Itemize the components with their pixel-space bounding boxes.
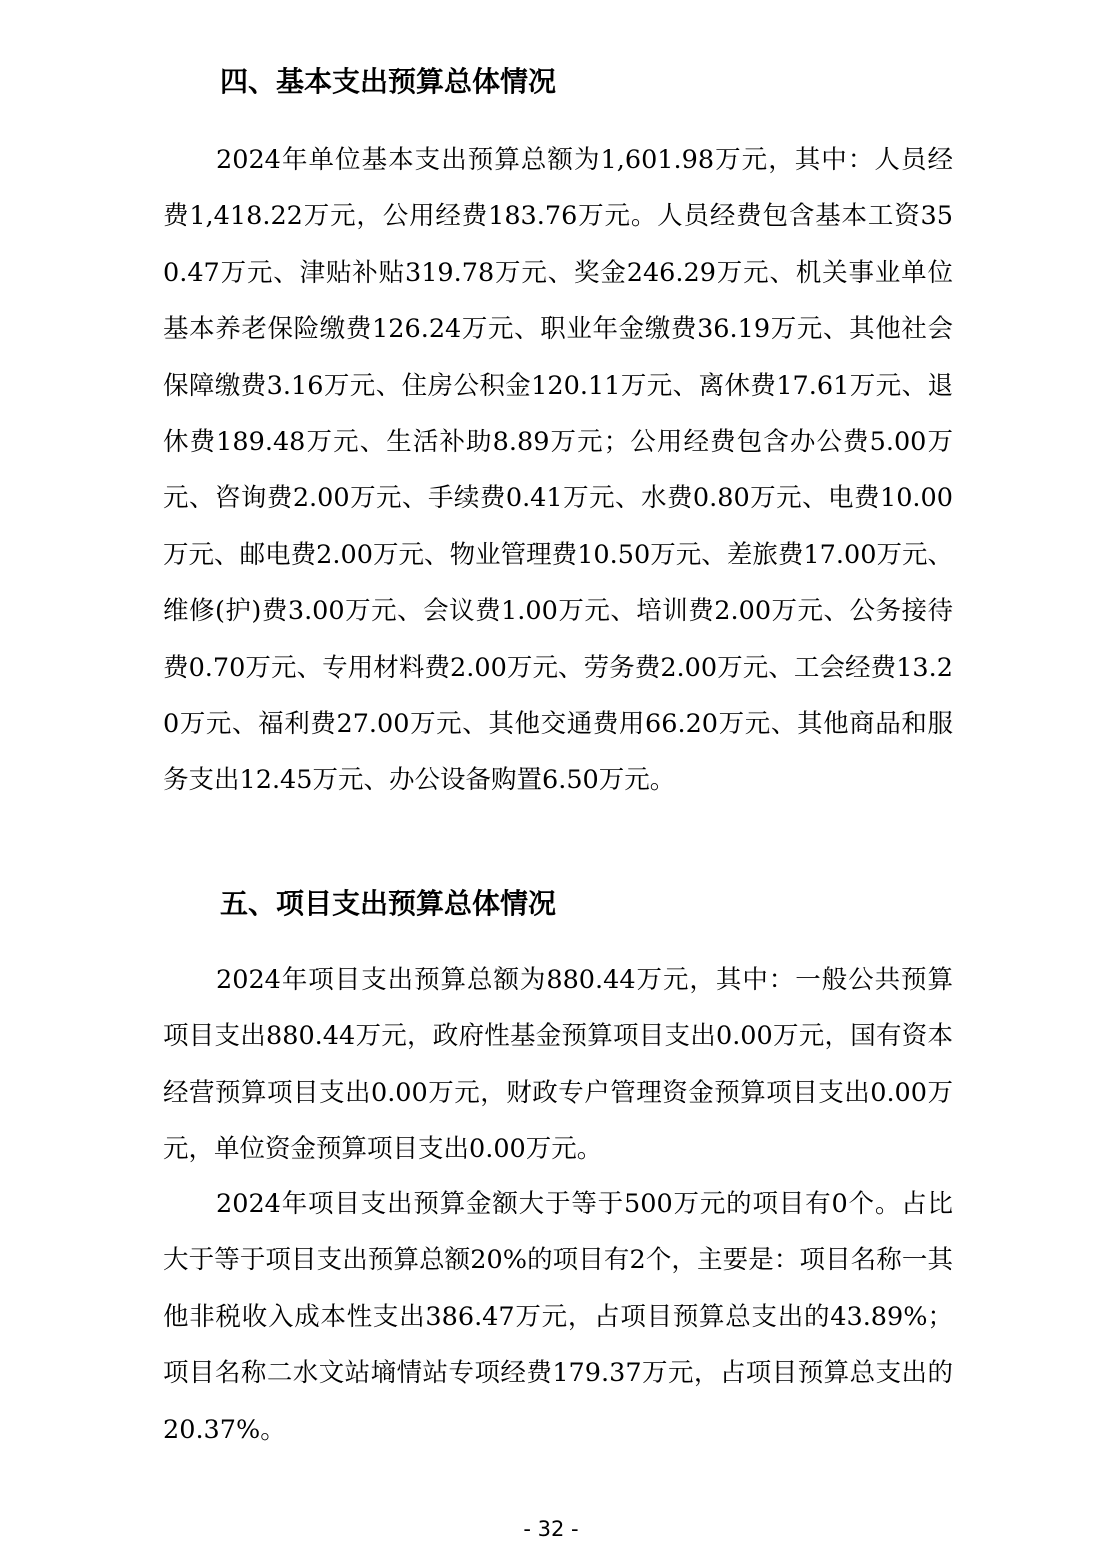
section-heading-basic-expenditure: 四、基本支出预算总体情况	[220, 65, 557, 98]
paragraph-project-major-items: 2024年项目支出预算金额大于等于500万元的项目有0个。占比大于等于项目支出预算总额20%的项目有2个，主要是：项目名称一其他非税收入成本性支出386.47万元，占项目预算总支出的43.89%；项目名称二水文站墒情站专项经费179.37万元，占项目预算总支出的20.37%。	[163, 1189, 953, 1445]
section-heading-project-expenditure: 五、项目支出预算总体情况	[220, 887, 557, 920]
paragraph-project-total: 2024年项目支出预算总额为880.44万元，其中：一般公共预算项目支出880.44万元，政府性基金预算项目支出0.00万元，国有资本经营预算项目支出0.00万元，财政专户管理资金预算项目支出0.00万元，单位资金预算项目支出0.00万元。	[163, 965, 953, 1165]
paragraph-basic-expenditure: 2024年单位基本支出预算总额为1,601.98万元，其中：人员经费1,418.22万元，公用经费183.76万元。人员经费包含基本工资350.47万元、津贴补贴319.78万元、奖金246.29万元、机关事业单位基本养老保险缴费126.24万元、职业年金缴费36.19万元、其他社会保障缴费3.16万元、住房公积金120.11万元、离休费17.61万元、退休费189.48万元、生活补助8.89万元；公用经费包含办公费5.00万元、咨询费2.00万元、手续费0.41万元、水费0.80万元、电费10.00万元、邮电费2.00万元、物业管理费10.50万元、差旅费17.00万元、维修(护)费3.00万元、会议费1.00万元、培训费2.00万元、公务接待费0.70万元、专用材料费2.00万元、劳务费2.00万元、工会经费13.20万元、福利费27.00万元、其他交通费用66.20万元、其他商品和服务支出12.45万元、办公设备购置6.50万元。	[163, 145, 953, 796]
page-number: - 32 -	[523, 1517, 579, 1541]
